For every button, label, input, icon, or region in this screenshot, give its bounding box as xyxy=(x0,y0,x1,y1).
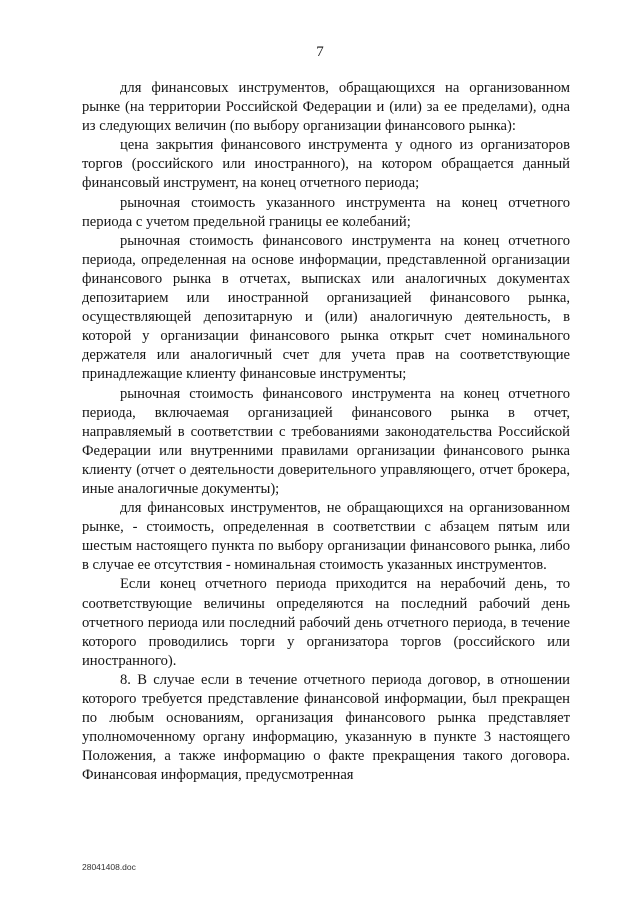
paragraph: рыночная стоимость финансового инструмента на конец отчетного периода, включаемая организацией финансового рынка в отчет, направляемый в соответствии с требованиями законодательства Российской Федерации или внутренними правилами организации финансового рынка клиенту (отчет о деятельности доверительного управляющего, отчет брокера, иные аналогичные документы); xyxy=(82,385,570,497)
paragraph: рыночная стоимость финансового инструмента на конец отчетного периода, определенная на основе информации, представленной организации финансового рынка в отчетах, выписках или аналогичных документах депозитарием или иностранной организацией финансового рынка, осуществляющей депозитарную и (или) аналогичную деятельность, в которой у организации финансового рынка открыт счет номинального держателя или аналогичный счет для учета прав на соответствующие принадлежащие клиенту финансовые инструменты; xyxy=(82,232,570,383)
document-filename: 28041408.doc xyxy=(82,862,136,872)
document-body xyxy=(82,79,570,785)
paragraph: цена закрытия финансового инструмента у одного из организаторов торгов (российского или иностранного), на котором обращается данный финансовый инструмент, на конец отчетного периода; xyxy=(82,137,570,192)
paragraph: Если конец отчетного периода приходится на нерабочий день, то соответствующие величины определяются на последний рабочий день отчетного периода или последний рабочий день отчетного периода, в течение которого проводились торги у организатора торгов (российского или иностранного). xyxy=(82,576,570,669)
page-number: 7 xyxy=(316,44,324,60)
paragraph: для финансовых инструментов, обращающихся на организованном рынке (на территории Российской Федерации и (или) за ее пределами), одна из следующих величин (по выбору организации финансового рынка): xyxy=(82,80,570,135)
paragraph: для финансовых инструментов, не обращающихся на организованном рынке, - стоимость, определенная в соответствии с абзацем пятым или шестым настоящего пункта по выбору организации финансового рынка, либо в случае ее отсутствия - номинальная стоимость указанных инструментов. xyxy=(82,500,570,574)
paragraph: 8. В случае если в течение отчетного периода договор, в отношении которого требуется представление финансовой информации, был прекращен по любым основаниям, организация финансового рынка представляет уполномоченному органу информацию, указанную в пункте 3 настоящего Положения, а также информацию о факте прекращения такого договора. Финансовая информация, предусмотренная xyxy=(82,671,570,784)
paragraph: рыночная стоимость указанного инструмента на конец отчетного периода с учетом предельной границы ее колебаний; xyxy=(82,194,570,230)
